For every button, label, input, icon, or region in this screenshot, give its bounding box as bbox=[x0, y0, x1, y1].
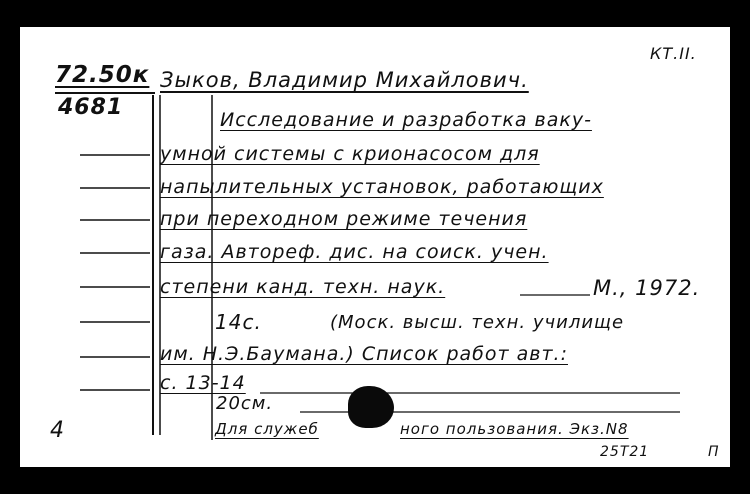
text-line-5: газа. Автореф. дис. на соиск. учен. bbox=[160, 241, 549, 263]
inventory-number: 4681 bbox=[58, 95, 124, 120]
text-line-10: Для служеб bbox=[215, 420, 319, 438]
corner-label: КТ.II. bbox=[650, 44, 697, 63]
author-heading: Зыков, Владимир Михайлович. bbox=[160, 68, 529, 92]
text-line-1: Исследование и разработка ваку- bbox=[220, 109, 592, 131]
text-line-11: ного пользования. Экз.N8 bbox=[400, 420, 629, 438]
text-line-4: при переходном режиме течения bbox=[160, 208, 528, 230]
text-line-3: напылительных установок, работающих bbox=[160, 176, 604, 198]
size: 20см. bbox=[216, 393, 274, 414]
place-year: М., 1972. bbox=[593, 276, 701, 300]
text-line-6: степени канд. техн. наук. bbox=[160, 276, 446, 298]
text-line-2: умной системы с крионасосом для bbox=[160, 143, 540, 165]
side-number: 4 bbox=[50, 418, 65, 443]
pages: 14с. bbox=[215, 310, 262, 334]
text-line-9: с. 13-14 bbox=[160, 372, 246, 394]
bottom-mark: П bbox=[708, 444, 720, 460]
text-line-7: (Моск. высш. техн. училище bbox=[330, 312, 625, 333]
shelf-mark: 72.50к bbox=[55, 62, 150, 88]
text-line-8: им. Н.Э.Баумана.) Список работ авт.: bbox=[160, 343, 568, 365]
ink-blot bbox=[348, 386, 394, 428]
bottom-code: 25Т21 bbox=[600, 444, 650, 460]
